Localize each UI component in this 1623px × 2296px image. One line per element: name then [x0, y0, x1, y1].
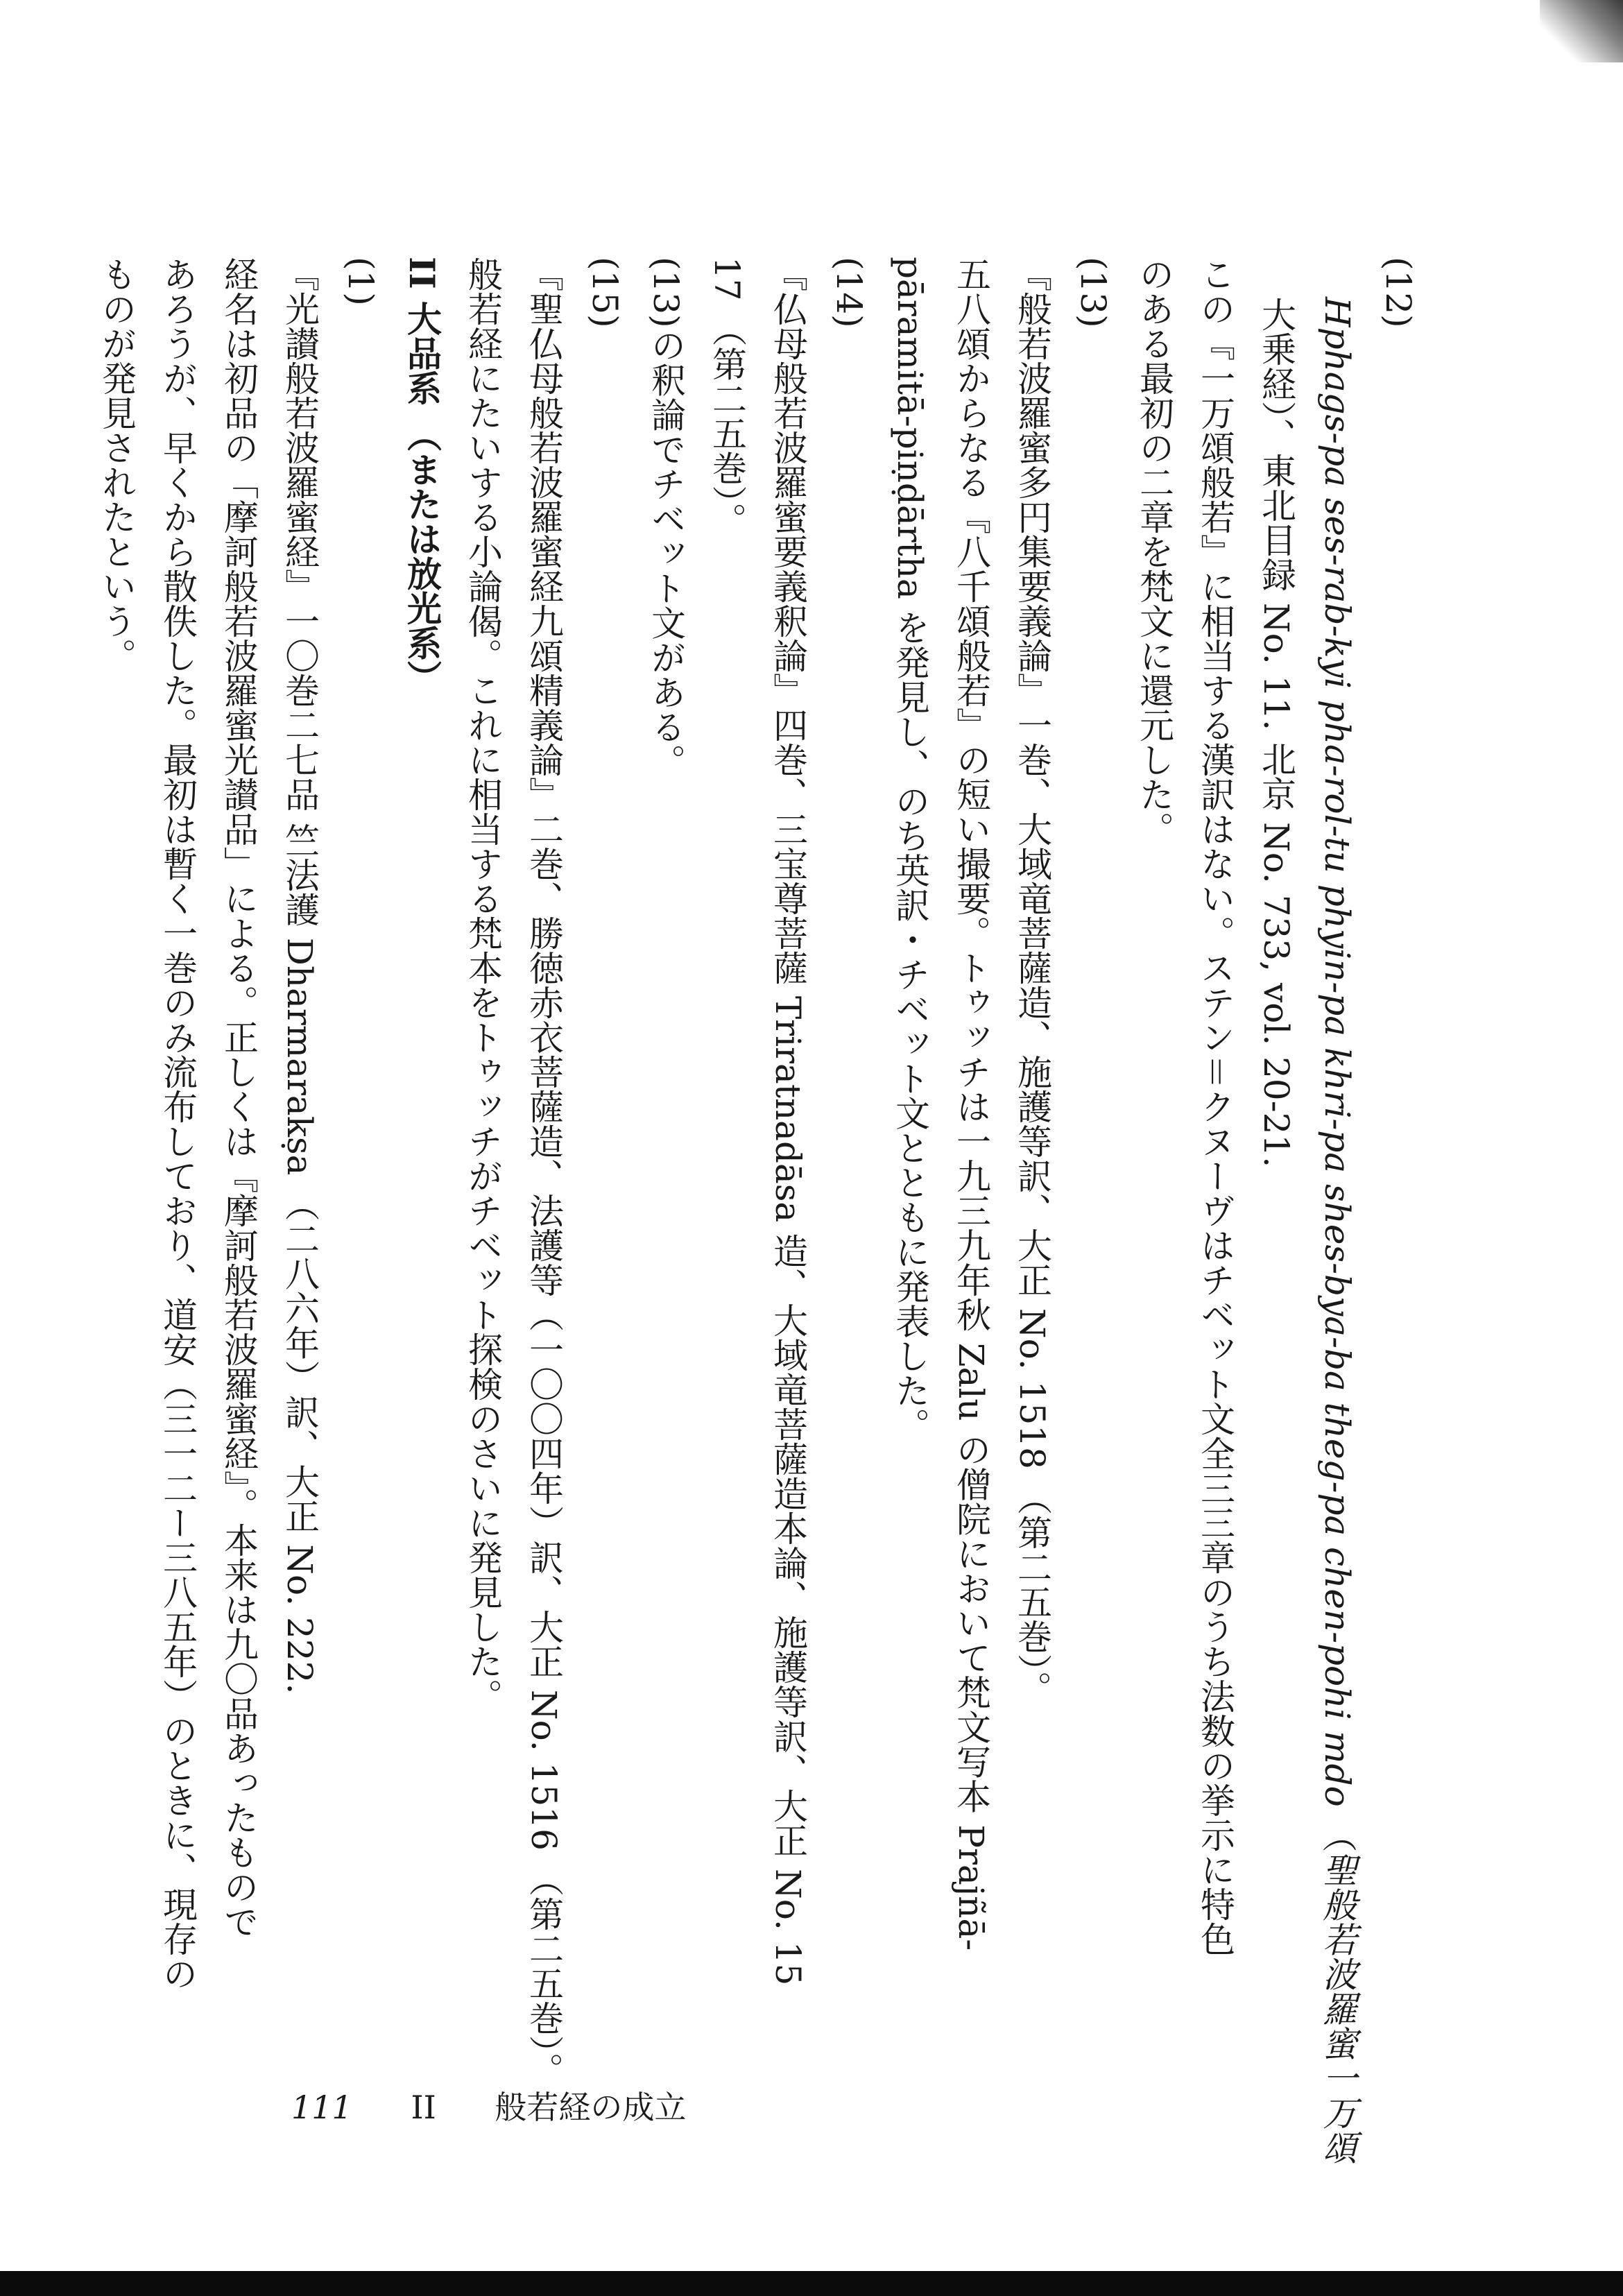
- note-12-line-3: この『一万頌般若』に相当する漢訳はない。ステン＝クヌーヴはチベット文全三三章のうち法数の挙示に特色: [1195, 257, 1235, 1956]
- note-marker: (12): [1378, 257, 1418, 328]
- note-14-line-1: 『仏母般若波羅蜜要義釈論』四巻、三宝尊菩薩 Triratnadāsa 造、大域竜菩薩造本論、施護等訳、大正 No. 15: [768, 257, 808, 1986]
- note-1-line-4: ものが発見されたという。: [96, 257, 137, 673]
- note-13-line-1: 『般若波羅蜜多円集要義論』一巻、大域竜菩薩造、施護等訳、大正 No. 1518 （第二五巻）。: [1012, 257, 1052, 1706]
- chapter-number: II: [411, 2089, 436, 2126]
- note-15-line-1: 『聖仏母般若波羅蜜経九頌精義論』二巻、勝徳赤衣菩薩造、法護等（一〇〇四年）訳、大正 No. 1516 （第二五巻）。: [524, 257, 564, 2087]
- chapter-title: 般若経の成立: [495, 2089, 687, 2126]
- note-1-line-3: あろうが、早くから散佚した。最初は暫く一巻のみ流布しており、道安（三一二ー三八五年）のときに、現存の: [157, 257, 198, 1991]
- scan-edge-shadow: [1540, 0, 1623, 62]
- note-14-line-2: 17 （第二五巻）。: [707, 257, 747, 538]
- note-1-line-2: 経名は初品の「摩訶般若波羅蜜光讃品」による。正しくは『摩訶般若波羅蜜経』。本来は九〇品あったもので: [218, 257, 259, 1939]
- note-12-line-2: 大乗経）、東北目録 No. 11. 北京 No. 733, vol. 20-21.: [1256, 297, 1296, 1168]
- note-14-line-3: (13)の釈論でチベット文がある。: [646, 257, 686, 779]
- note-15-line-2: 般若経にたいする小論偈。これに相当する梵本をトゥッチがチベット探検のさいに発見した。: [463, 257, 503, 1713]
- section-heading: [391, 257, 452, 2060]
- page-number: 111: [291, 2089, 352, 2126]
- note-14-block: [818, 257, 879, 2060]
- scan-bottom-edge: [0, 2271, 1623, 2296]
- note-13-line-2: 五八頌からなる『八千頌般若』の短い撮要。トゥッチは一九三九年秋 Zalu の僧院において梵文写本 Prajñā-: [951, 257, 991, 1951]
- note-13-block: [1063, 257, 1124, 2060]
- note-12-line-1: Hphags-pa ses-rab-kyi pha-rol-tu phyin-pa khri-pa shes-bya-ba theg-pa chen-pohi mdo （聖般若波羅蜜一万頌: [1317, 297, 1357, 2165]
- section-number: II: [402, 257, 443, 289]
- section-title: 大品系 （または放光系）: [402, 301, 443, 695]
- note-marker: (13): [1073, 257, 1113, 328]
- note-marker: (15): [585, 257, 625, 328]
- note-marker: (14): [829, 257, 869, 328]
- note-marker: (1): [341, 257, 381, 306]
- note-13-line-3: pāramitā-piṇḍārtha を発見し、のち英訳・チベット文とともに発表した。: [890, 257, 930, 1443]
- note-1-block: [330, 257, 391, 2060]
- note-12-line-4: のある最初の二章を梵文に還元した。: [1134, 257, 1174, 846]
- page-footer: [291, 2082, 735, 2128]
- note-12-block: [1368, 257, 1429, 2060]
- note-15-block: [574, 257, 635, 2060]
- note-1-line-1: 『光讃般若波羅蜜経』一〇巻二七品 竺法護 Dharmarakṣa （二八六年）訳、大正 No. 222.: [280, 257, 320, 1695]
